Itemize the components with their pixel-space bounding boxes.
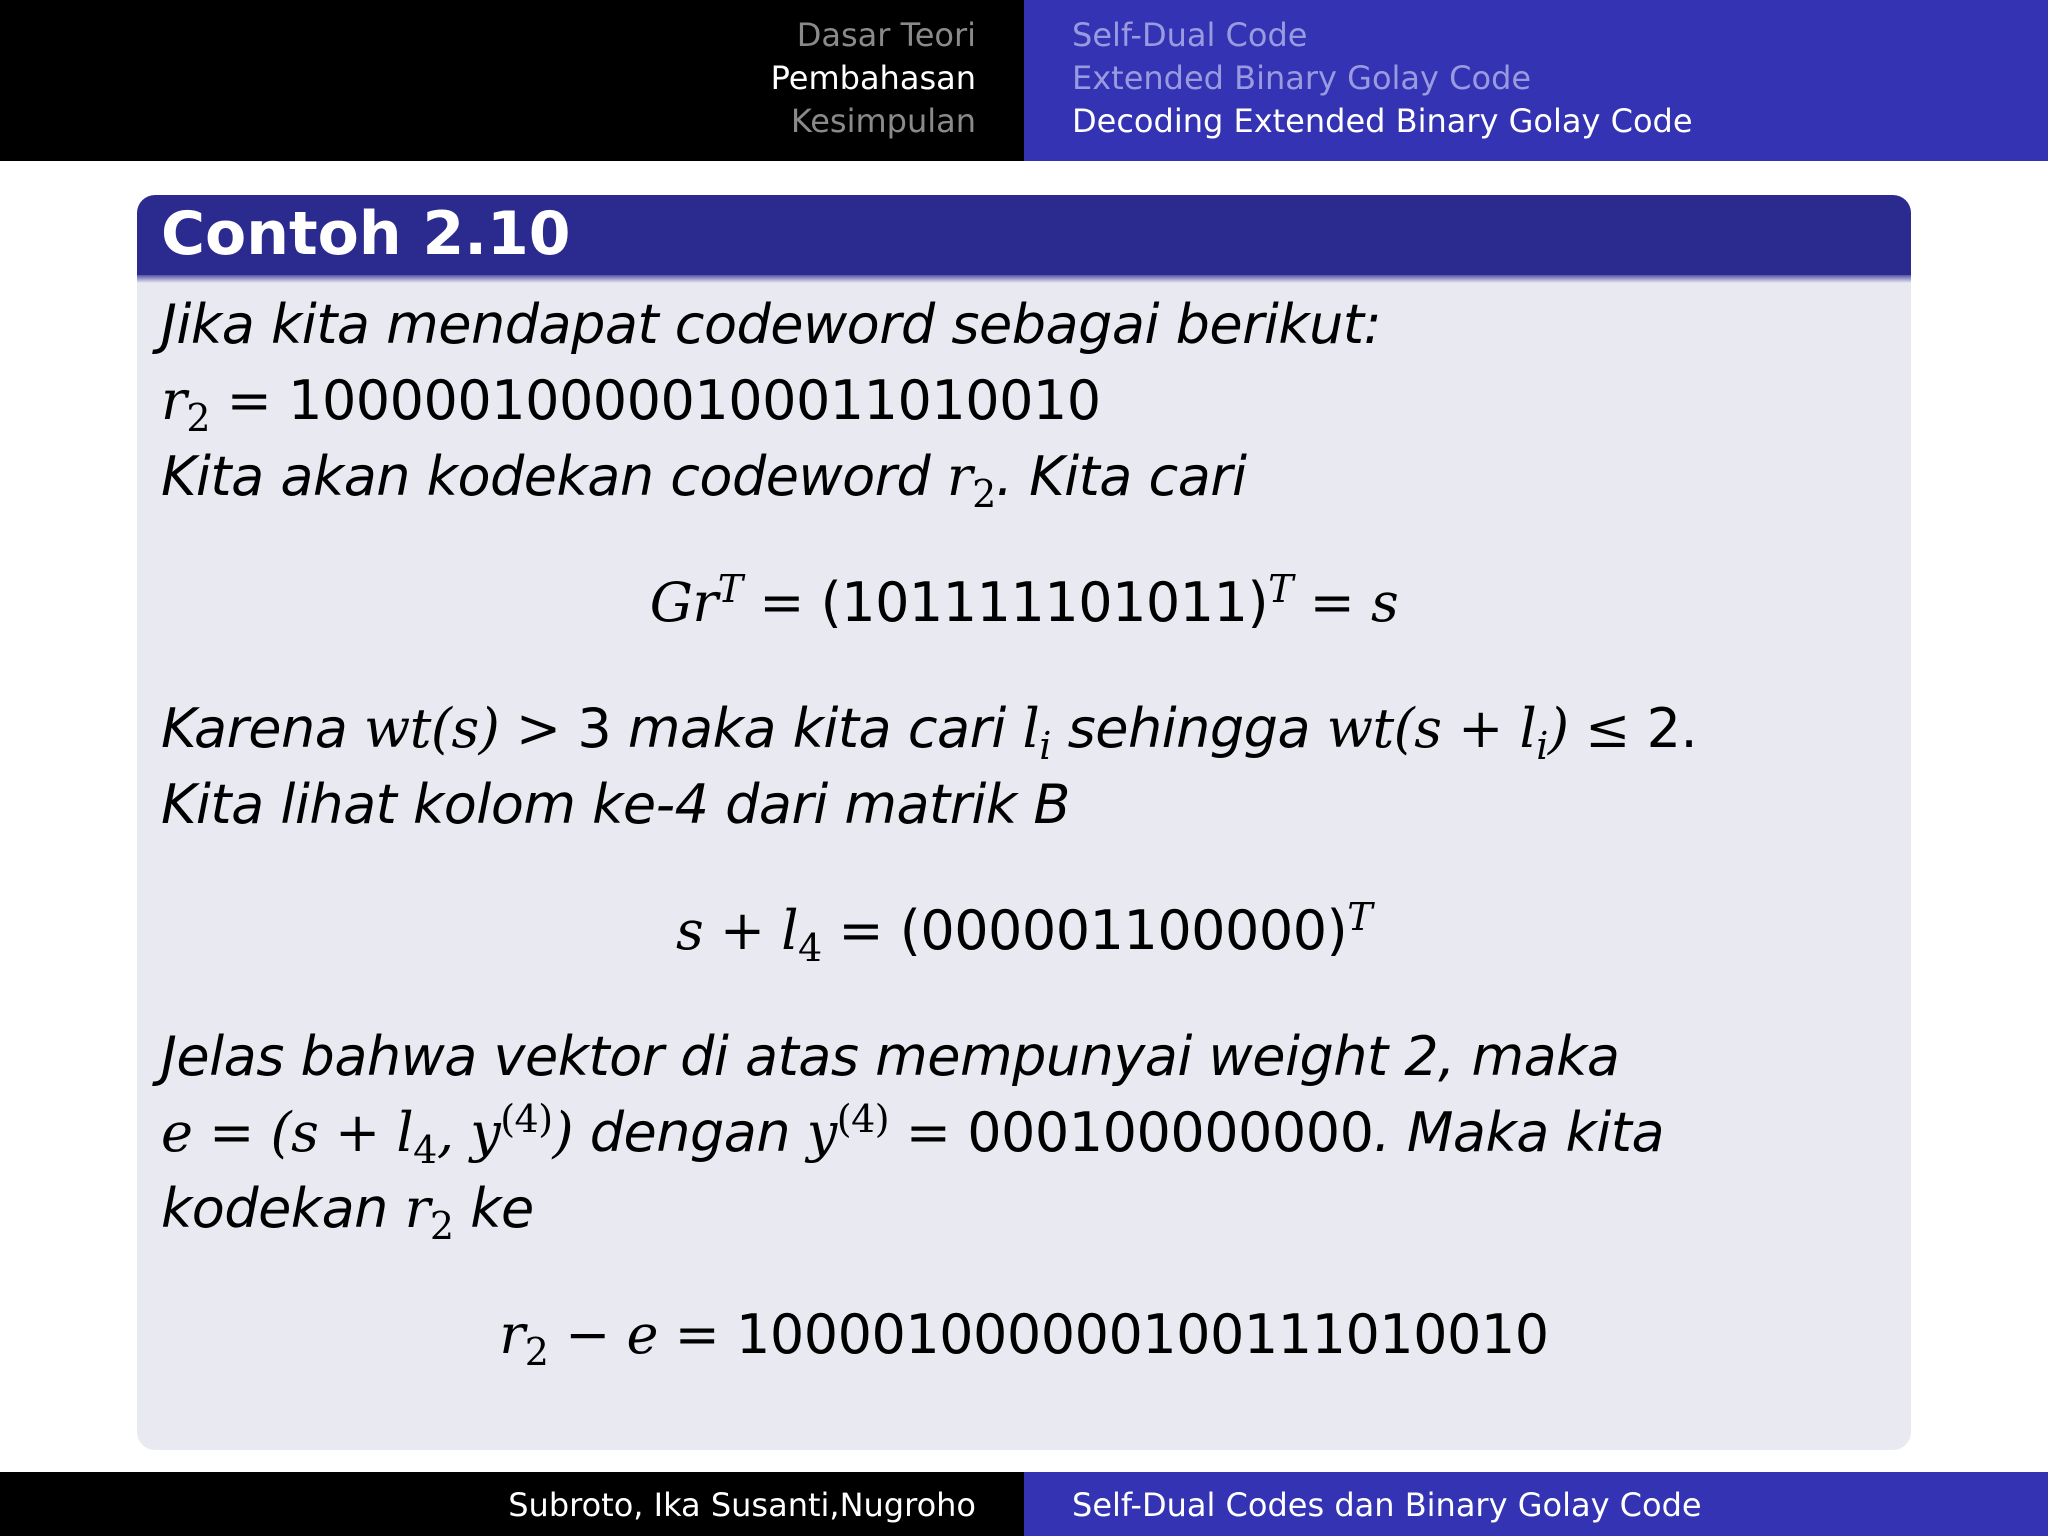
error-vector-line: $e = (s + l_4$, $y^{(4)}$) dengan $y^{(4)} = 000100000000$. Maka kita (161, 1097, 1665, 1172)
footer-left (0, 1472, 1024, 1536)
equation-s-plus-l4: $s + l_4 = (000001100000)^T$ (675, 895, 1373, 970)
weight-condition-line: Karena wt(s) > 3 maka kita cari $l_i$ sehingga $wt(s + l_i) \le 2$. (161, 697, 1698, 768)
header-navigation (0, 0, 2048, 161)
block-body (137, 275, 1911, 1373)
nav-subsection-self-dual-code[interactable]: Self-Dual Code (1072, 16, 1308, 54)
equation-syndrome: $Gr^T = (101111101011)^T = s$ (649, 567, 1399, 634)
footer-authors: Subroto, Ika Susanti,Nugroho (508, 1486, 976, 1524)
footer-right (1024, 1472, 2048, 1536)
encode-text-b: ke (470, 1177, 534, 1240)
nav-section-kesimpulan[interactable]: Kesimpulan (790, 102, 976, 140)
result-value: 100001000000100111010010 (736, 1303, 1549, 1366)
equation-result: $r_2 - e = 100001000000100111010010$ (499, 1303, 1549, 1374)
section-nav-panel (0, 0, 1024, 161)
intro-line: Jika kita mendapat codeword sebagai berikut: (161, 293, 1382, 356)
footer-title: Self-Dual Codes dan Binary Golay Code (1072, 1486, 1702, 1524)
weight-text-a: Karena (161, 697, 348, 760)
weight-statement-line: Jelas bahwa vektor di atas mempunyai weight 2, maka (161, 1025, 1620, 1088)
r2-definition: $r_2 = 100000100000100011010010$ (161, 369, 1101, 440)
r2-value: 100000100000100011010010 (288, 369, 1101, 432)
weight-threshold: 3 (577, 697, 612, 760)
column-line: Kita lihat kolom ke-4 dari matrik B (161, 773, 1070, 836)
block-title-bar (137, 195, 1911, 275)
block-title: Contoh 2.10 (161, 199, 571, 269)
encode-text-a: kodekan (161, 1177, 388, 1240)
decode-intro-text: Kita akan kodekan codeword (161, 445, 931, 508)
encode-line: kodekan $r_2$ ke (161, 1177, 534, 1248)
error-text-a: dengan (589, 1101, 791, 1164)
example-block (137, 195, 1911, 1450)
section-nav (771, 14, 976, 143)
nav-subsection-extended-binary-golay-code[interactable]: Extended Binary Golay Code (1072, 59, 1532, 97)
decode-intro-line: Kita akan kodekan codeword $r_2$. Kita cari (161, 445, 1247, 516)
subsection-nav (1072, 14, 1693, 143)
weight-limit: 2. (1646, 697, 1698, 760)
syndrome-value: (101111101011) (820, 571, 1269, 634)
decode-intro-text-2: . Kita cari (995, 445, 1247, 508)
y4-value: 000100000000 (967, 1101, 1374, 1164)
footer-bar (0, 1472, 2048, 1536)
subsection-nav-panel (1024, 0, 2048, 161)
s-plus-l4-value: (000001100000) (899, 899, 1348, 962)
weight-text-c: sehingga (1067, 697, 1311, 760)
nav-section-dasar-teori[interactable]: Dasar Teori (796, 16, 976, 54)
weight-text-b: maka kita cari (627, 697, 1006, 760)
nav-subsection-decoding-golay-code[interactable]: Decoding Extended Binary Golay Code (1072, 102, 1693, 140)
nav-section-pembahasan[interactable]: Pembahasan (770, 59, 976, 97)
error-text-b: . Maka kita (1373, 1101, 1665, 1164)
